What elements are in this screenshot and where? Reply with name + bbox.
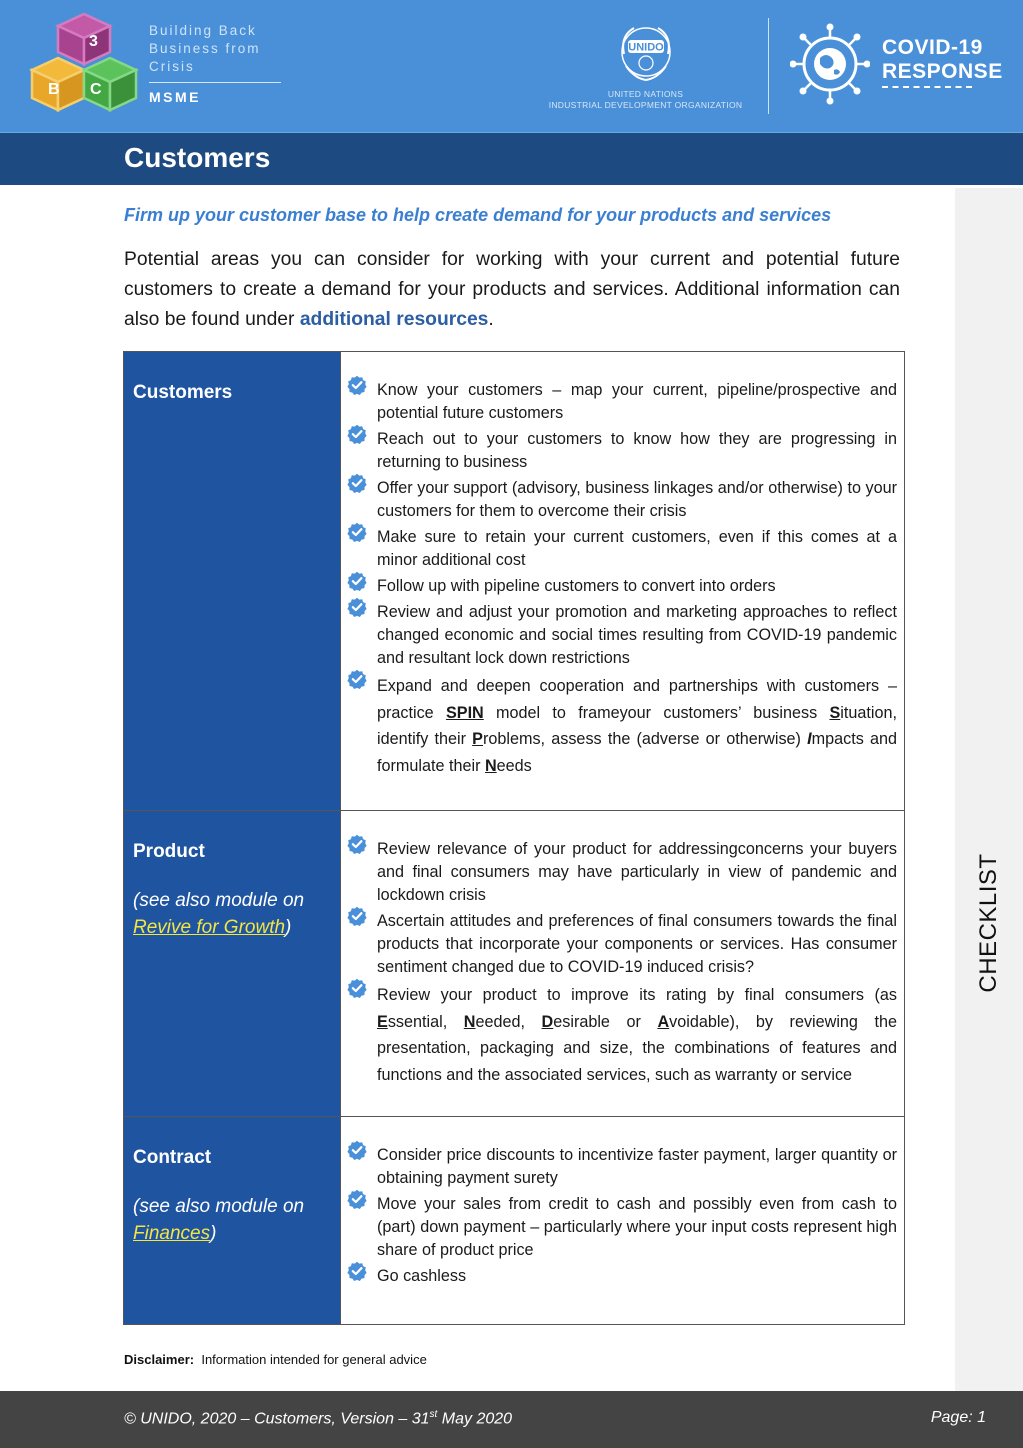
section-items-cell (340, 1117, 904, 1324)
check-badge-icon (347, 1140, 367, 1160)
check-badge-icon (347, 669, 367, 689)
checklist-section-product (123, 810, 905, 1117)
unido-logo (538, 22, 753, 111)
checklist-items (377, 379, 897, 782)
section-title: Contract (133, 1147, 212, 1168)
revive-for-growth-link[interactable]: Revive for Growth (133, 917, 286, 938)
checklist-item: Consider price discounts to incentivize faster payment, larger quantity or obtaining payment surety (377, 1144, 897, 1190)
logo-line: Business from (149, 41, 261, 56)
section-title: Customers (133, 382, 233, 403)
disclaimer-label: Disclaimer: (124, 1352, 195, 1367)
checklist-item-rating: Review your product to improve its rating by final consumers (as Essential, Needed, Desirable or Avoidable), by reviewing the presentation, packaging and size, the combinations of features and functions and the associated services, such as warranty or service (377, 982, 897, 1088)
sidebar-label: CHECKLIST (975, 853, 1002, 993)
logo-divider (149, 82, 281, 83)
svg-text:UNIDO: UNIDO (627, 41, 664, 54)
section-label-cell (124, 352, 340, 810)
additional-resources-link[interactable]: additional resources (299, 309, 489, 330)
checklist-item: Reach out to your customers to know how they are progressing in returning to business (377, 428, 897, 474)
title-bar (0, 132, 1023, 185)
logo-line: Crisis (149, 59, 195, 74)
see-also-note: (see also module on Finances) (133, 1196, 305, 1244)
check-badge-icon (347, 1189, 367, 1209)
covid-line: RESPONSE (882, 60, 1003, 83)
checklist-item: Ascertain attitudes and preferences of final consumers towards the final products that incorporate your components or services. Has consumer sentiment changed due to COVID-19 induced crisis? (377, 910, 897, 979)
cube-letter-c: C (90, 81, 102, 98)
check-badge-icon (347, 1261, 367, 1281)
header-divider (768, 18, 769, 114)
checklist-item: Follow up with pipeline customers to convert into orders (377, 575, 897, 598)
checklist-item: Know your customers – map your current, pipeline/prospective and potential future customers (377, 379, 897, 425)
checklist-item: Move your sales from credit to cash and possibly even from cash to (part) down payment – particularly where your input costs represent high share of product price (377, 1193, 897, 1262)
page-subtitle: Firm up your customer base to help create demand for your products and services (124, 205, 832, 225)
checklist-section-contract (123, 1116, 905, 1325)
covid-line: COVID-19 (882, 36, 983, 59)
check-badge-icon (347, 834, 367, 854)
check-badge-icon (347, 424, 367, 444)
logo-wordmark (149, 22, 284, 105)
checklist-items (377, 1144, 897, 1291)
section-items-cell (340, 811, 904, 1116)
checklist-item: Review and adjust your promotion and marketing approaches to reflect changed economic and social times resulting from COVID-19 pandemic and resultant lock down restrictions (377, 601, 897, 670)
cube-letter-3: 3 (89, 33, 98, 50)
cube-letter-b: B (48, 81, 60, 98)
intro-text: Potential areas you can consider for working with your current and potential future customers to create a demand for your products and services. Additional information can also be found under (124, 249, 900, 330)
checklist-item: Make sure to retain your current customers, even if this comes at a minor additional cost (377, 526, 897, 572)
unido-emblem-icon (614, 22, 678, 84)
checklist-item: Go cashless (377, 1265, 897, 1288)
section-title: Product (133, 841, 205, 862)
covid-globe-icon (790, 22, 870, 108)
unido-caption: UNITED NATIONS (607, 89, 684, 99)
checklist-section-customers (123, 351, 905, 811)
covid-response-label (882, 36, 1003, 84)
checklist-item-spin: Expand and deepen cooperation and partnerships with customers – practice SPIN model to frameyour customers’ business Situation, identify their Problems, assess the (adverse or otherwise) Impacts and formulate their Needs (377, 673, 897, 779)
covid-dash-underline (882, 86, 972, 88)
section-label-cell (124, 811, 340, 1116)
cubes-logo (28, 12, 140, 124)
checklist-item: Review relevance of your product for addressingconcerns your buyers and final consumers may have particularly in view of pandemic and lockdown crisis (377, 838, 897, 907)
checklist-sidebar (955, 188, 1023, 1391)
checklist-items (377, 838, 897, 1091)
footer-copyright: © UNIDO, 2020 – Customers, Version – 31st May 2020 (124, 1409, 513, 1428)
check-badge-icon (347, 978, 367, 998)
finances-link[interactable]: Finances (133, 1223, 211, 1244)
check-badge-icon (347, 906, 367, 926)
page-footer (0, 1391, 1023, 1448)
disclaimer-text: Information intended for general advice (201, 1352, 427, 1367)
intro-end: . (488, 309, 494, 330)
section-items-cell (340, 352, 904, 810)
intro-paragraph (124, 245, 900, 335)
page-title: Customers (124, 142, 271, 173)
see-also-note: (see also module on Revive for Growth) (133, 890, 305, 938)
header-banner (0, 0, 1023, 132)
page-number: Page: 1 (930, 1409, 986, 1426)
check-badge-icon (347, 522, 367, 542)
check-badge-icon (347, 597, 367, 617)
disclaimer (124, 1352, 427, 1367)
check-badge-icon (347, 571, 367, 591)
section-label-cell (124, 1117, 340, 1324)
check-badge-icon (347, 473, 367, 493)
checklist-item: Offer your support (advisory, business linkages and/or otherwise) to your customers for them to overcome their crisis (377, 477, 897, 523)
logo-msme: MSME (149, 89, 201, 105)
check-badge-icon (347, 375, 367, 395)
unido-caption: INDUSTRIAL DEVELOPMENT ORGANIZATION (548, 100, 743, 110)
logo-line: Building Back (149, 23, 257, 38)
